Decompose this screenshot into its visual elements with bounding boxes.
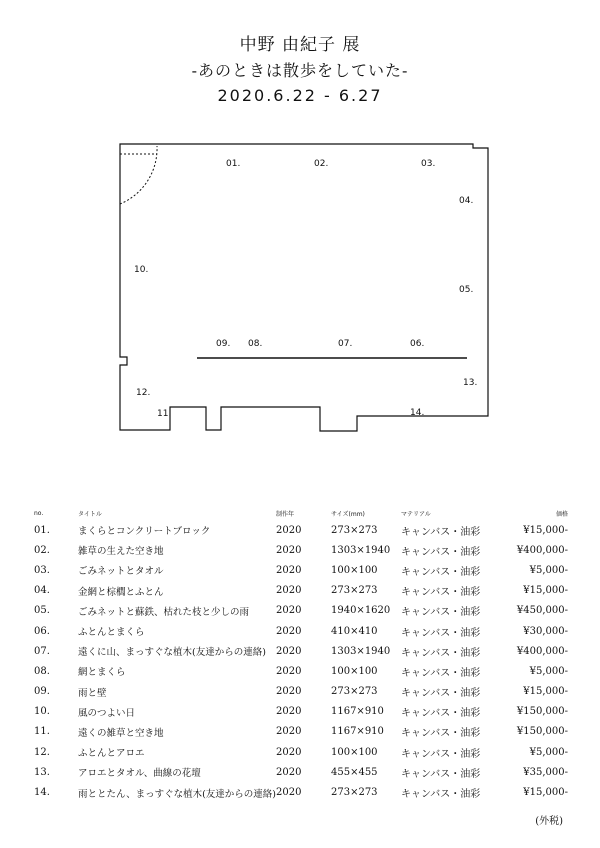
cell-material: キャンバス・油彩	[400, 748, 481, 760]
cell-no: 02.	[34, 544, 50, 556]
cell-no: 03.	[34, 564, 50, 576]
plan-label-14: 14.	[410, 408, 425, 418]
table-row	[34, 702, 568, 722]
table-row	[34, 601, 568, 621]
cell-price: ¥150,000-	[516, 726, 568, 738]
plan-label-12: 12.	[136, 388, 151, 398]
cell-material: キャンバス・油彩	[400, 607, 481, 619]
cell-price: ¥450,000-	[516, 605, 568, 617]
table-row	[34, 762, 568, 782]
cell-year: 2020	[275, 585, 302, 597]
cell-title: 雑草の生えた空き地	[78, 546, 164, 558]
cell-title: ごみネットと蘇鉄、枯れた枝と少しの雨	[78, 606, 250, 618]
cell-year: 2020	[275, 645, 302, 657]
cell-title: アロエとタオル、曲線の花壇	[78, 768, 201, 780]
table-row	[34, 782, 568, 802]
cell-material: キャンバス・油彩	[400, 566, 481, 578]
cell-year: 2020	[275, 706, 302, 718]
cell-price: ¥30,000-	[523, 625, 568, 637]
plan-label-08: 08.	[248, 339, 263, 349]
cell-no: 14.	[34, 787, 50, 799]
table-row	[34, 520, 568, 540]
cell-year: 2020	[275, 564, 302, 576]
cell-no: 01.	[34, 524, 50, 536]
table-row	[34, 661, 568, 681]
exhibition-dates: 2020.6.22 - 6.27	[217, 86, 383, 105]
cell-title: 風のつよい日	[78, 707, 136, 719]
table-row	[34, 540, 568, 560]
cell-no: 04.	[34, 585, 50, 597]
cell-price: ¥15,000-	[523, 686, 568, 698]
plan-label-11: 11.	[157, 409, 172, 419]
cell-price: ¥15,000-	[523, 787, 568, 799]
cell-size: 455×455	[330, 766, 378, 778]
exhibition-subtitle: -あのときは散歩をしていた-	[191, 61, 409, 80]
cell-title: 網とまくら	[78, 667, 126, 679]
cell-price: ¥150,000-	[516, 706, 568, 718]
plan-label-04: 04.	[459, 196, 474, 206]
header-year: 制作年	[275, 510, 294, 518]
cell-no: 08.	[34, 665, 50, 677]
header-material: マテリアル	[400, 510, 431, 518]
cell-size: 273×273	[330, 787, 378, 799]
cell-no: 10.	[34, 706, 50, 718]
plan-label-10: 10.	[134, 265, 149, 275]
cell-material: キャンバス・油彩	[400, 526, 481, 538]
cell-price: ¥5,000-	[529, 564, 568, 576]
exhibition-title: 中野 由紀子 展	[239, 35, 361, 55]
plan-label-03: 03.	[421, 159, 436, 169]
cell-year: 2020	[275, 726, 302, 738]
floor-plan-walls	[120, 144, 488, 431]
cell-size: 1940×1620	[330, 605, 391, 617]
table-row	[34, 621, 568, 641]
cell-material: キャンバス・油彩	[400, 688, 481, 700]
table-row	[34, 682, 568, 702]
cell-price: ¥15,000-	[523, 524, 568, 536]
cell-size: 100×100	[330, 746, 378, 758]
cell-year: 2020	[275, 787, 302, 799]
cell-year: 2020	[275, 746, 302, 758]
cell-year: 2020	[275, 766, 302, 778]
cell-no: 13.	[34, 766, 50, 778]
cell-title: 金網と棕櫚とふとん	[78, 586, 164, 598]
cell-size: 1303×1940	[330, 645, 391, 657]
cell-no: 12.	[34, 746, 50, 758]
cell-no: 11.	[34, 726, 50, 738]
cell-title: 雨ととたん、まっすぐな植木(友達からの連絡)	[78, 788, 276, 800]
cell-size: 273×273	[330, 686, 378, 698]
plan-label-09: 09.	[216, 339, 231, 349]
cell-no: 07.	[34, 645, 50, 657]
cell-year: 2020	[275, 524, 302, 536]
cell-year: 2020	[275, 605, 302, 617]
cell-year: 2020	[275, 665, 302, 677]
cell-material: キャンバス・油彩	[400, 789, 481, 801]
table-row	[34, 641, 568, 661]
cell-price: ¥5,000-	[529, 746, 568, 758]
cell-material: キャンバス・油彩	[400, 627, 481, 639]
cell-size: 1303×1940	[330, 544, 391, 556]
door-swing	[120, 146, 157, 204]
cell-size: 273×273	[330, 524, 378, 536]
cell-price: ¥15,000-	[523, 585, 568, 597]
artwork-list	[34, 506, 568, 803]
cell-no: 06.	[34, 625, 50, 637]
cell-year: 2020	[275, 686, 302, 698]
cell-size: 410×410	[330, 625, 378, 637]
cell-no: 05.	[34, 605, 50, 617]
table-row	[34, 722, 568, 742]
cell-size: 1167×910	[330, 706, 384, 718]
cell-price: ¥400,000-	[516, 544, 568, 556]
plan-label-07: 07.	[338, 339, 353, 349]
cell-title: ごみネットとタオル	[78, 566, 164, 578]
cell-size: 273×273	[330, 585, 378, 597]
cell-no: 09.	[34, 686, 50, 698]
table-row	[34, 560, 568, 580]
cell-title: まくらとコンクリートブロック	[78, 526, 211, 538]
table-row	[34, 581, 568, 601]
header-no: no.	[34, 509, 44, 517]
cell-material: キャンバス・油彩	[400, 587, 481, 599]
cell-year: 2020	[275, 625, 302, 637]
tax-note: (外税)	[535, 816, 563, 827]
header-price: 価格	[555, 510, 568, 518]
cell-price: ¥400,000-	[516, 645, 568, 657]
cell-material: キャンバス・油彩	[400, 667, 481, 679]
cell-material: キャンバス・油彩	[400, 546, 481, 558]
cell-material: キャンバス・油彩	[400, 647, 481, 659]
header-size: サイズ(mm)	[330, 510, 365, 518]
artwork-list-header	[34, 506, 568, 520]
plan-label-01: 01.	[226, 159, 241, 169]
cell-title: ふとんとアロエ	[78, 748, 145, 760]
cell-year: 2020	[275, 544, 302, 556]
cell-title: ふとんとまくら	[78, 627, 145, 639]
plan-label-06: 06.	[410, 339, 425, 349]
cell-material: キャンバス・油彩	[400, 728, 481, 740]
table-row	[34, 742, 568, 762]
cell-size: 100×100	[330, 564, 378, 576]
cell-title: 遠くの雑草と空き地	[78, 727, 164, 739]
plan-label-05: 05.	[459, 285, 474, 295]
cell-material: キャンバス・油彩	[400, 768, 481, 780]
cell-price: ¥35,000-	[523, 766, 568, 778]
plan-label-02: 02.	[314, 159, 329, 169]
plan-label-13: 13.	[463, 378, 478, 388]
cell-material: キャンバス・油彩	[400, 708, 481, 720]
cell-size: 100×100	[330, 665, 378, 677]
cell-size: 1167×910	[330, 726, 384, 738]
cell-title: 雨と壁	[78, 687, 107, 699]
cell-title: 遠くに山、まっすぐな植木(友達からの連絡)	[78, 647, 266, 659]
cell-price: ¥5,000-	[529, 665, 568, 677]
header-title: タイトル	[78, 510, 102, 518]
